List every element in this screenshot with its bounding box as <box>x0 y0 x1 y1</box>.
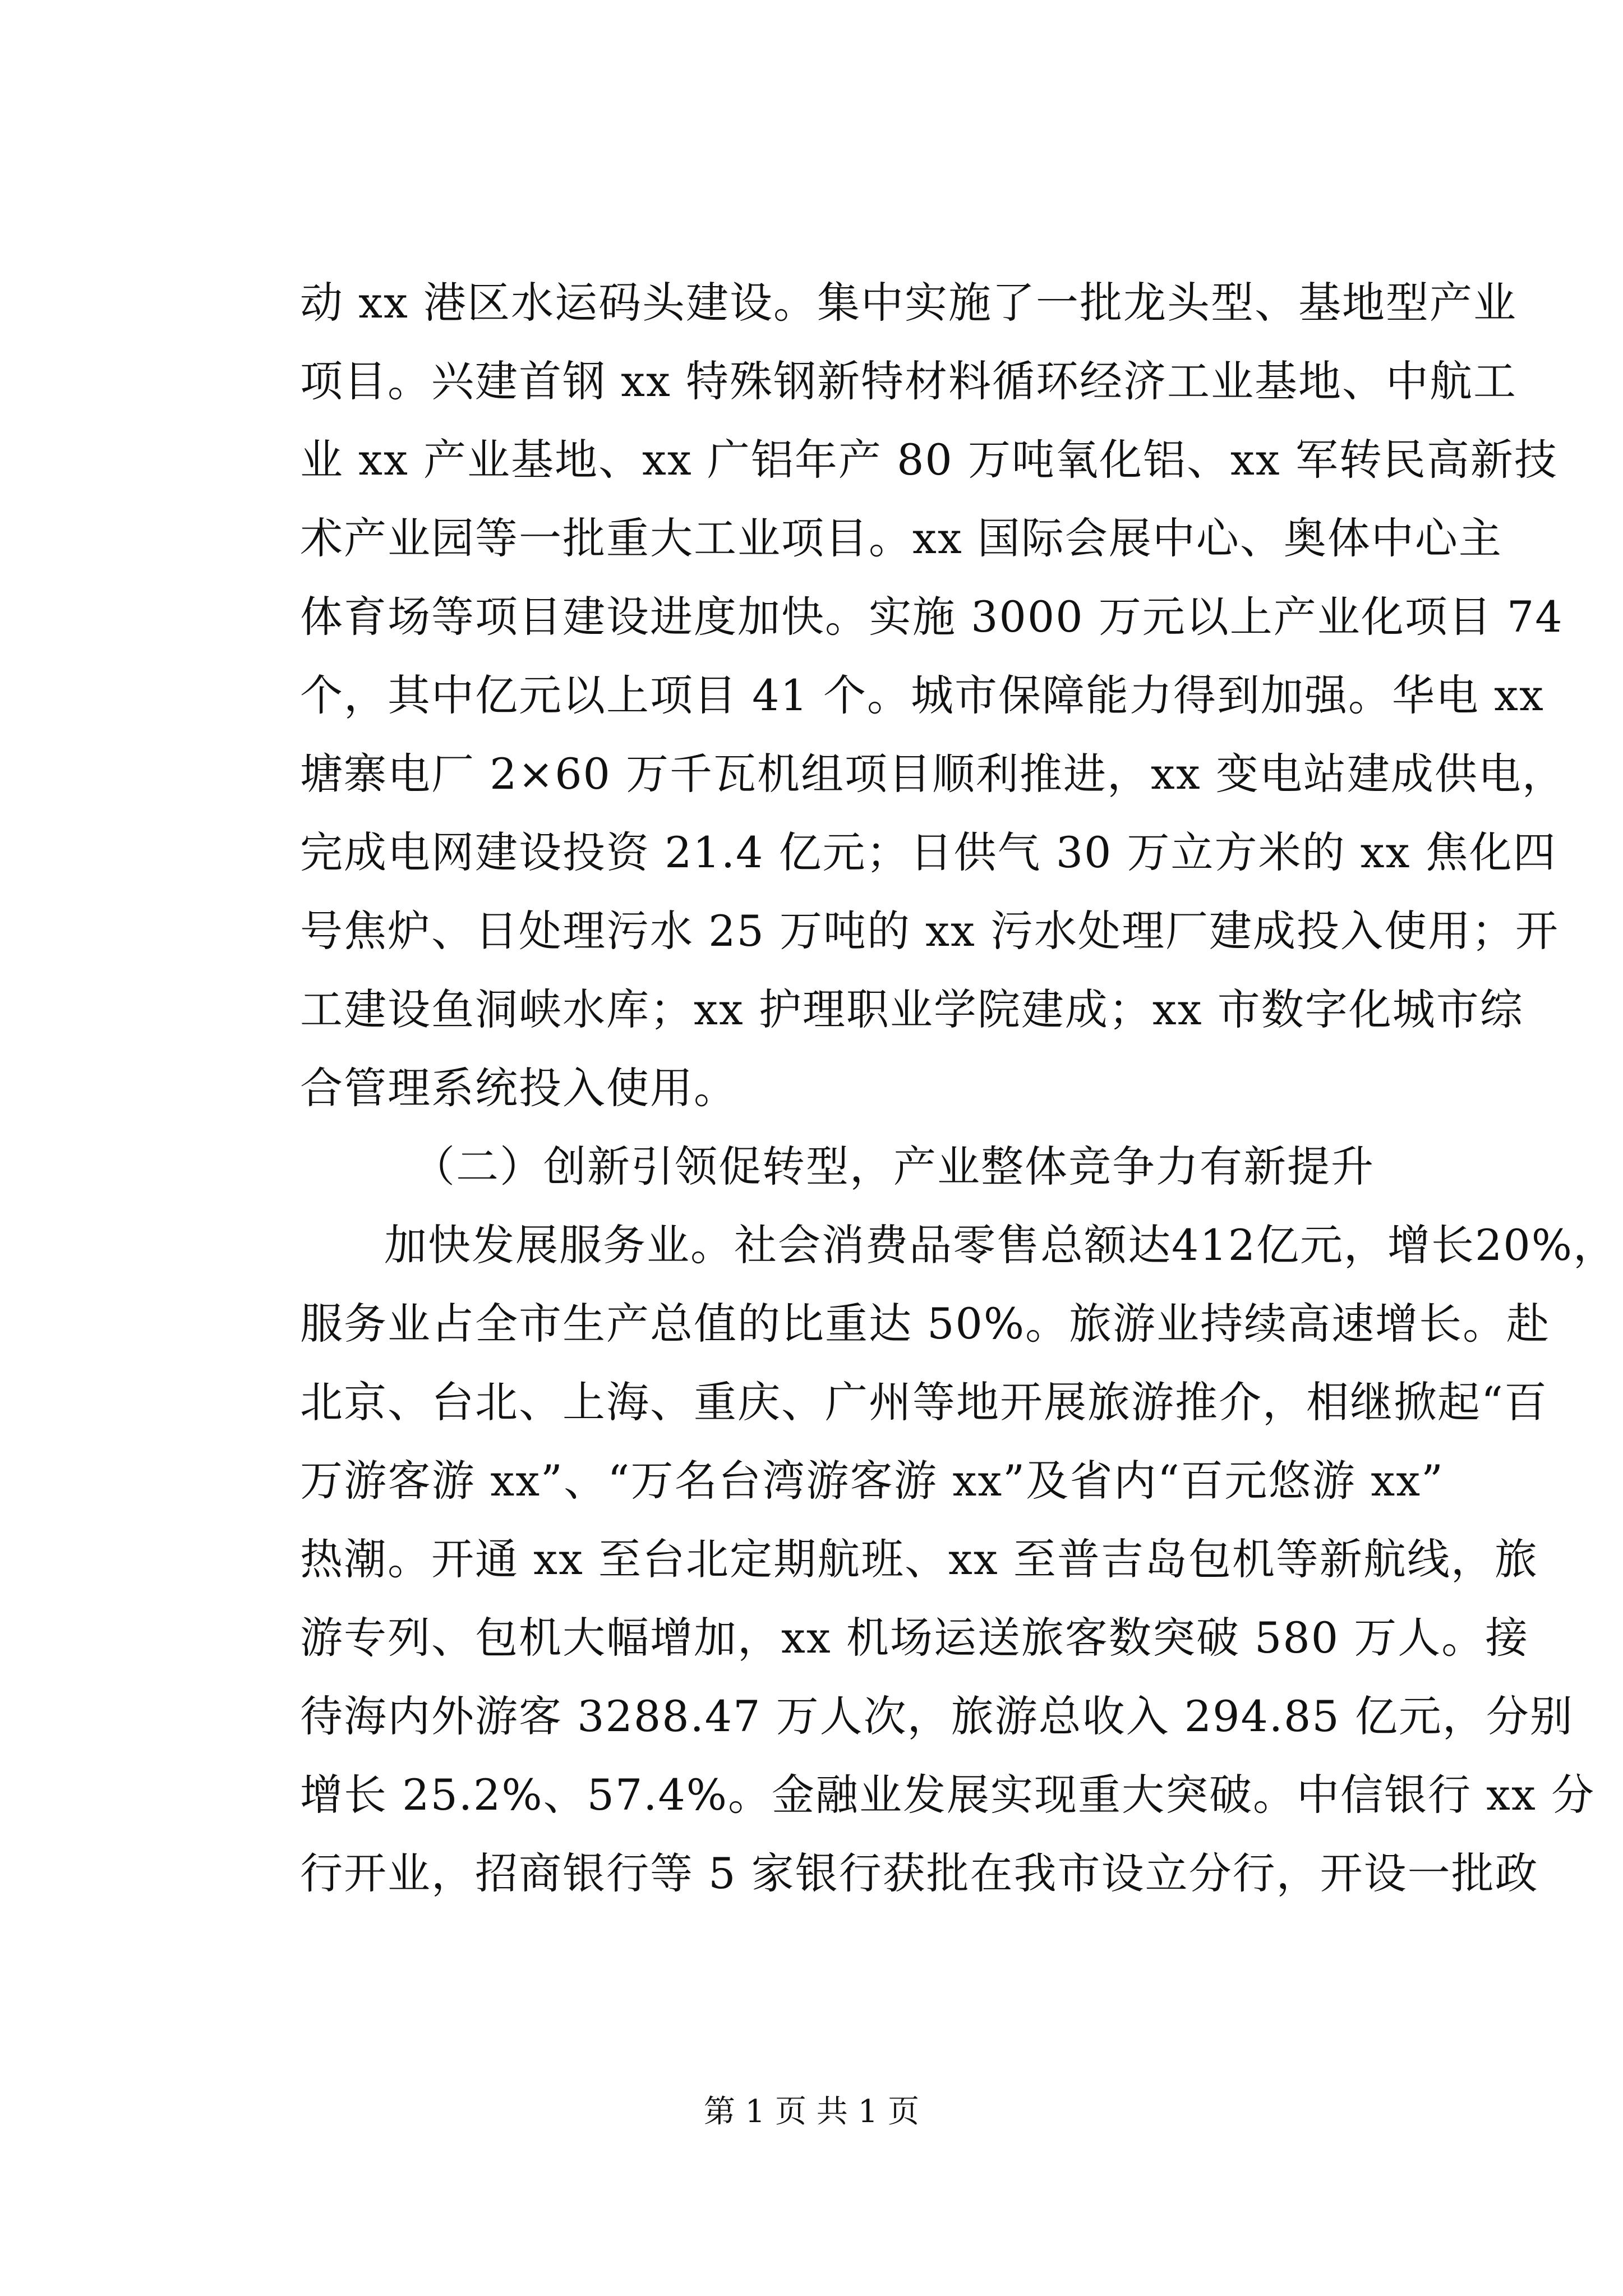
text-line: 业 xx 产业基地、xx 广铝年产 80 万吨氧化铝、xx 军转民高新技 <box>300 435 1558 485</box>
text-line: 个，其中亿元以上项目 41 个。城市保障能力得到加强。华电 xx <box>300 670 1544 720</box>
text-line: 项目。兴建首钢 xx 特殊钢新特材料循环经济工业基地、中航工 <box>300 356 1518 406</box>
text-line: 待海内外游客 3288.47 万人次，旅游总收入 294.85 亿元，分别 <box>300 1691 1574 1741</box>
text-line: 术产业园等一批重大工业项目。xx 国际会展中心、奥体中心主 <box>300 513 1502 563</box>
text-line: 游专列、包机大幅增加，xx 机场运送旅客数突破 580 万人。接 <box>300 1613 1529 1663</box>
page-footer: 第 1 页 共 1 页 <box>703 2093 920 2130</box>
document-body <box>300 264 1617 1913</box>
text-line: 体育场等项目建设进度加快。实施 3000 万元以上产业化项目 74 <box>300 592 1564 642</box>
text-line: 加快发展服务业。社会消费品零售总额达412亿元，增长20%， <box>384 1220 1617 1270</box>
text-line: 塘寨电厂 2×60 万千瓦机组项目顺利推进，xx 变电站建成供电， <box>300 749 1566 799</box>
text-line: 号焦炉、日处理污水 25 万吨的 xx 污水处理厂建成投入使用；开 <box>300 906 1560 956</box>
text-line: 工建设鱼洞峡水库；xx 护理职业学院建成；xx 市数字化城市综 <box>300 984 1524 1034</box>
text-line: 北京、台北、上海、重庆、广州等地开展旅游推介，相继掀起“百 <box>300 1377 1548 1427</box>
text-line: 动 xx 港区水运码头建设。集中实施了一批龙头型、基地型产业 <box>300 278 1518 328</box>
section-heading: （二）创新引领促转型，产业整体竞争力有新提升 <box>412 1142 1375 1191</box>
text-line: 合管理系统投入使用。 <box>300 1063 737 1113</box>
text-line: 万游客游 xx”、“万名台湾游客游 xx”及省内“百元悠游 xx” <box>300 1456 1444 1506</box>
text-line: 服务业占全市生产总值的比重达 50%。旅游业持续高速增长。赴 <box>300 1299 1551 1349</box>
text-line: 增长 25.2%、57.4%。金融业发展实现重大突破。中信银行 xx 分 <box>300 1770 1596 1820</box>
text-line: 完成电网建设投资 21.4 亿元；日供气 30 万立方米的 xx 焦化四 <box>300 827 1557 877</box>
text-line: 行开业，招商银行等 5 家银行获批在我市设立分行，开设一批政 <box>300 1848 1539 1898</box>
text-line: 热潮。开通 xx 至台北定期航班、xx 至普吉岛包机等新航线，旅 <box>300 1534 1538 1584</box>
